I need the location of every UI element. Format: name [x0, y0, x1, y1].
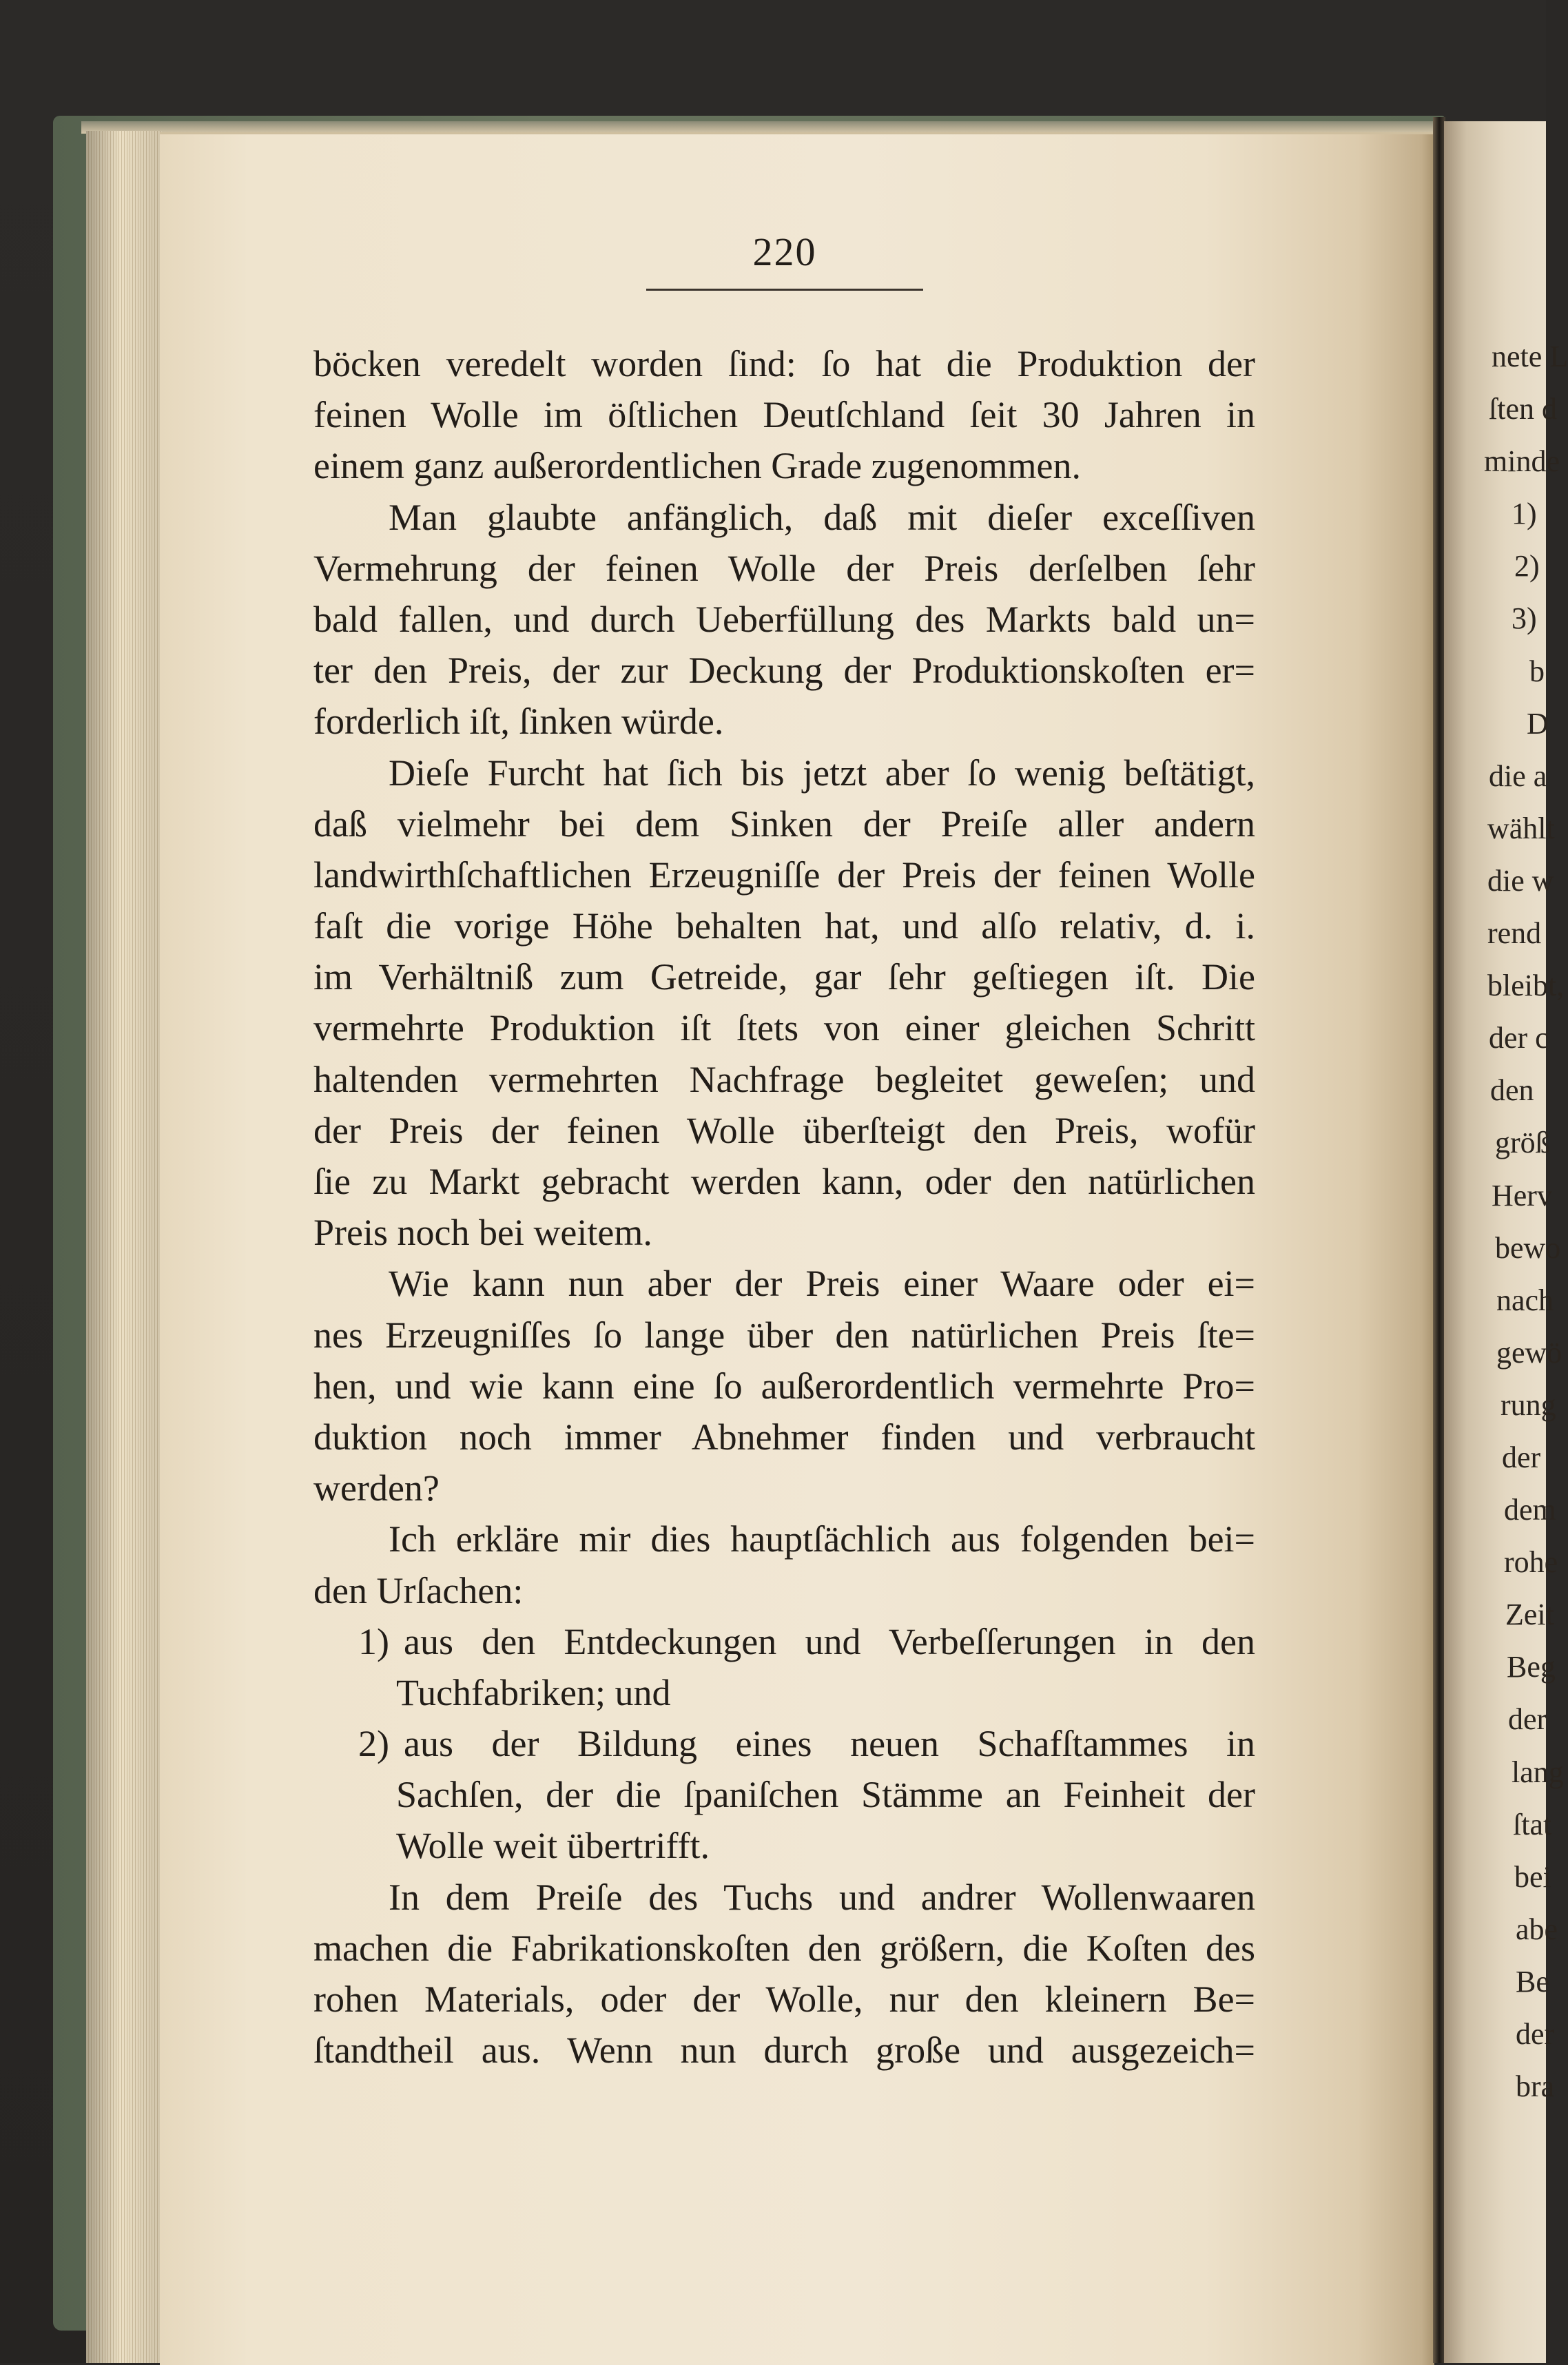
next-page-fragment: bewo — [1495, 1230, 1561, 1265]
next-page-fragment: b — [1529, 654, 1545, 688]
text-line: ſtandtheil aus. Wenn nun durch große und ausgezeich= — [313, 2030, 1255, 2072]
next-page-fragment: 2) — [1514, 549, 1540, 583]
list-item-number: 1) — [358, 1620, 389, 1662]
next-page-fragment: Be — [1516, 1964, 1549, 1999]
text-line: hen, und wie kann eine ſo außerordentlich vermehrte Pro= — [313, 1365, 1255, 1407]
text-line: forderlich iſt, ſinken würde. — [313, 701, 724, 743]
list-item — [313, 1616, 1255, 1667]
text-line: Ich erkläre mir dies hauptſächlich aus folgenden bei= — [389, 1518, 1255, 1560]
next-page-fragment: dem — [1504, 1493, 1556, 1527]
page-edges — [86, 131, 162, 2363]
next-page-fragment: die w — [1487, 863, 1554, 898]
list-item-text: Sachſen, der die ſpaniſchen Stämme an Feinheit der — [396, 1774, 1255, 1816]
next-page-fragment: 3) — [1512, 601, 1537, 636]
text-line: In dem Preiſe des Tuchs und andrer Wollenwaaren — [389, 1876, 1255, 1918]
text-line: böcken veredelt worden ſind: ſo hat die Produktion der — [313, 343, 1255, 384]
next-page-fragment: gewö — [1496, 1335, 1562, 1370]
next-page-fragment: den — [1490, 1073, 1534, 1108]
text-line: werden? — [313, 1467, 440, 1509]
text-line: der Preis der feinen Wolle überſteigt den Preis, wofür — [313, 1109, 1255, 1151]
next-page-fragment: bei — [1514, 1859, 1551, 1894]
next-page-fragment: rohe — [1504, 1545, 1558, 1580]
next-page-fragment: der — [1502, 1440, 1541, 1474]
text-line: feinen Wolle im öſtlichen Deutſchland ſeit 30 Jahren in — [313, 394, 1255, 436]
text-line: nes Erzeugniſſes ſo lange über den natürlichen Preis ſte= — [313, 1314, 1255, 1356]
text-line: faſt die vorige Höhe behalten hat, und alſo relativ, d. i. — [313, 905, 1255, 947]
next-page-fragment: Beg — [1507, 1650, 1556, 1684]
list-item-text: aus den Entdeckungen und Verbeſſerungen in den — [404, 1620, 1255, 1662]
next-page-fragment: der c — [1489, 1021, 1549, 1055]
next-page-fragment: minde — [1484, 444, 1560, 479]
text-line: vermehrte Produktion iſt ſtets von einer gleichen Schritt — [313, 1007, 1255, 1049]
list-item — [313, 1718, 1255, 1769]
next-page-fragment: die a — [1489, 758, 1547, 793]
header-rule — [646, 289, 923, 291]
next-page-fragment: bleibt, — [1487, 969, 1565, 1003]
text-line: Dieſe Furcht hat ſich bis jetzt aber ſo wenig beſtätigt, — [389, 752, 1255, 794]
next-page-fragment: D — [1527, 706, 1549, 741]
next-page-fragment: Herv — [1492, 1178, 1552, 1212]
next-page-fragment: Zeit — [1505, 1598, 1554, 1632]
next-page-fragment: rung — [1500, 1387, 1556, 1422]
next-page-fragment: bra — [1516, 2069, 1555, 2104]
next-page-fragment: der — [1516, 2017, 1555, 2051]
text-line: Man glaubte anfänglich, daß mit dieſer exceſſiven — [389, 496, 1255, 538]
next-page-fragment: ſtat — [1513, 1807, 1552, 1841]
next-page-fragment: lang — [1512, 1755, 1564, 1789]
text-line: Vermehrung der feinen Wolle der Preis derſelben ſehr — [313, 547, 1255, 589]
next-page-fragment: größ — [1495, 1126, 1551, 1160]
next-page-fragment: der — [1508, 1702, 1547, 1737]
next-page-fragment: abe — [1516, 1912, 1558, 1946]
text-line: ter den Preis, der zur Deckung der Produktionskoſten er= — [313, 650, 1255, 692]
text-line: den Urſachen: — [313, 1569, 524, 1611]
next-page-fragment: 1) — [1512, 497, 1537, 531]
next-page-fragment: ſten d — [1489, 392, 1557, 426]
text-line: Wie kann nun aber der Preis einer Waare oder ei= — [389, 1263, 1255, 1305]
list-item-text: Tuchfabriken; und — [396, 1671, 671, 1713]
text-line: duktion noch immer Abnehmer finden und verbraucht — [313, 1416, 1255, 1458]
body-text — [313, 338, 1255, 2076]
next-page-fragment: rend — [1487, 916, 1542, 951]
text-line: Preis noch bei weitem. — [313, 1212, 652, 1254]
list-item-number: 2) — [358, 1723, 389, 1765]
text-line: im Verhältniß zum Getreide, gar ſehr geſtiegen iſt. Die — [313, 956, 1255, 998]
page-number: 220 — [752, 229, 817, 274]
list-item-text: Wolle weit übertrifft. — [396, 1825, 710, 1867]
text-line: landwirthſchaftlichen Erzeugniſſe der Preis der feinen Wolle — [313, 854, 1255, 896]
text-line: einem ganz außerordentlichen Grade zugenommen. — [313, 445, 1082, 487]
text-line: bald fallen, und durch Ueberfüllung des Markts bald un= — [313, 598, 1255, 640]
text-line: ſie zu Markt gebracht werden kann, oder den natürlichen — [313, 1161, 1255, 1202]
text-line: machen die Fabrikationskoſten den größern, die Koſten des — [313, 1927, 1255, 1969]
next-page-fragment: nach — [1496, 1283, 1554, 1317]
list-item-text: aus der Bildung eines neuen Schafſtammes in — [404, 1723, 1255, 1765]
text-line: daß vielmehr bei dem Sinken der Preiſe aller andern — [313, 803, 1255, 845]
text-line: haltenden vermehrten Nachfrage begleitet geweſen; und — [313, 1058, 1255, 1100]
left-page — [160, 132, 1434, 2365]
next-page-fragment: wählt — [1487, 811, 1555, 845]
text-line: rohen Materials, oder der Wolle, nur den kleinern Be= — [313, 1979, 1255, 2020]
next-page-fragment: nete L — [1492, 340, 1568, 373]
next-page-text — [1481, 331, 1568, 2113]
